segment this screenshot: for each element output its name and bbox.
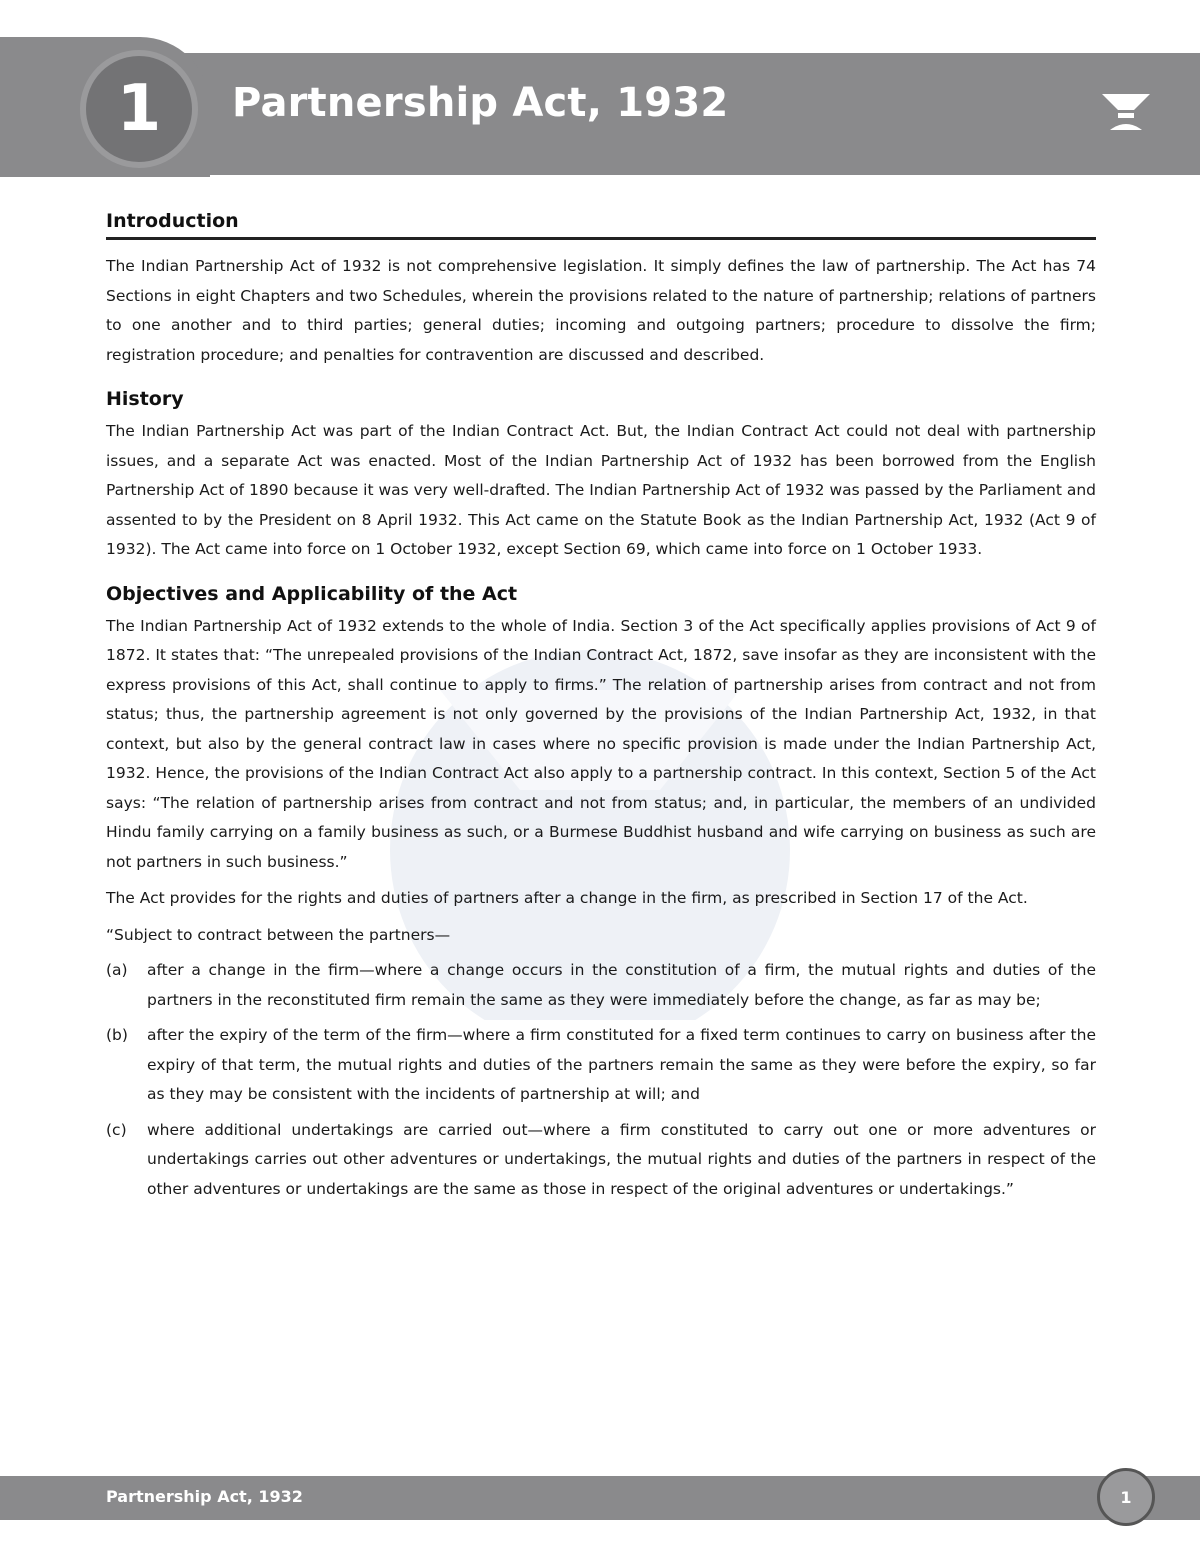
objectives-paragraph-2: The Act provides for the rights and duties of partners after a change in the firm, as prescribed in Section 17 of the Act. (106, 889, 1028, 907)
chapter-number-badge (80, 50, 198, 168)
page-number: 1 (1120, 1487, 1132, 1507)
introduction-heading: Introduction (106, 210, 1096, 240)
list-item-text: after a change in the firm—where a change occurs in the constitution of a firm, the mutual rights and duties of the partners in the reconstituted firm remain the same as they were immediately before the change, as far as may be; (147, 961, 1096, 1009)
trophy-cup-icon (1100, 90, 1152, 130)
chapter-number: 1 (116, 72, 162, 146)
objectives-paragraph-1: The Indian Partnership Act of 1932 extends to the whole of India. Section 3 of the Act specifically applies provisions of Act 9 of 1872. It states that: “The unrepealed provisions of the Indian Contract Act, 1872, save insofar as they are inconsistent with the express provisions of this Act, shall continue to apply to firms.” The relation of partnership arises from contract and not from status; thus, the partnership agreement is not only governed by the provisions of the Indian Partnership Act, 1932, in that context, but also by the general contract law in cases where no specific provision is made under the Indian Partnership Act, 1932. Hence, the provisions of the Indian Contract Act also apply to a partnership contract. In this context, Section 5 of the Act says: “The relation of partnership arises from contract and not from status; and, in particular, the members of an undivided Hindu family carrying on a family business as such, or a Burmese Buddhist husband and wife carrying on business as such are not partners in such business.” (106, 616, 1096, 871)
footer-running-title: Partnership Act, 1932 (106, 1487, 303, 1506)
list-marker: (a) (106, 961, 128, 979)
list-item-text: after the expiry of the term of the firm—where a firm constituted for a fixed term continues to carry on business after the expiry of that term, the mutual rights and duties of the partners remain the same as they were before the expiry, so far as they may be consistent with the incidents of partnership at will; and (147, 1026, 1096, 1103)
list-marker: (c) (106, 1120, 127, 1139)
list-item (106, 1021, 1096, 1110)
list-item (106, 956, 1096, 1015)
objectives-paragraph-3: “Subject to contract between the partners— (106, 925, 451, 944)
list-item-text: where additional undertakings are carried out—where a firm constituted to carry out one or more adventures or undertakings carries out other adventures or undertakings, the mutual rights and duties of the partners in respect of the other adventures or undertakings are the same as those in respect of the original adventures or undertakings.” (147, 1120, 1096, 1198)
objectives-heading: Objectives and Applicability of the Act (106, 582, 518, 605)
history-paragraph: The Indian Partnership Act was part of the Indian Contract Act. But, the Indian Contract Act could not deal with partnership issues, and a separate Act was enacted. Most of the Indian Partnership Act of 1932 has been borrowed from the English Partnership Act of 1890 because it was very well-drafted. The Indian Partnership Act of 1932 was passed by the Parliament and assented to by the President on 8 April 1932. This Act came on the Statute Book as the Indian Partnership Act, 1932 (Act 9 of 1932). The Act came into force on 1 October 1932, except Section 69, which came into force on 1 October 1933. (106, 422, 1096, 558)
page-title: Partnership Act, 1932 (232, 80, 729, 126)
section-17-list (106, 956, 1096, 1204)
history-heading: History (106, 388, 184, 410)
introduction-paragraph: The Indian Partnership Act of 1932 is not comprehensive legislation. It simply defines the law of partnership. The Act has 74 Sections in eight Chapters and two Schedules, wherein the provisions related to the nature of partnership; relations of partners to one another and to third parties; general duties; incoming and outgoing partners; procedure to dissolve the firm; registration procedure; and penalties for contravention are discussed and described. (106, 257, 1096, 364)
list-marker: (b) (106, 1026, 128, 1044)
main-content (106, 210, 1096, 1204)
list-item (106, 1116, 1096, 1205)
page-number-badge (1097, 1468, 1155, 1526)
